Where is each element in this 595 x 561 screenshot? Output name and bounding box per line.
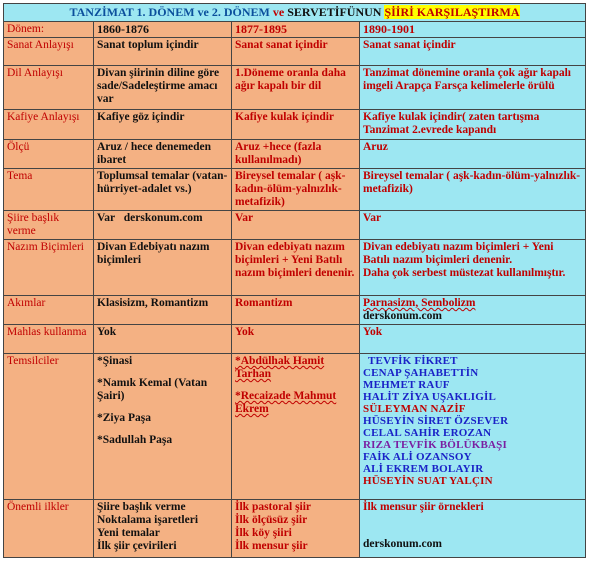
cell-period-1: Klasisizm, Romantizm bbox=[94, 296, 232, 325]
cell-period-3 bbox=[360, 240, 586, 296]
cell-line: Daha çok serbest müstezat kullanılmıştır. bbox=[363, 267, 566, 279]
cell-period-2: Romantizm bbox=[232, 296, 360, 325]
representative: RIZA TEVFİK BÖLÜKBAŞI bbox=[363, 439, 507, 451]
cell-period-1: Toplumsal temalar (vatan-hürriyet-adalet vs.) bbox=[94, 169, 232, 211]
row-label: Nazım Biçimleri bbox=[4, 240, 94, 296]
row-kafiye bbox=[4, 110, 586, 140]
cell-line: Parnasizm, Sembolizm bbox=[363, 297, 476, 309]
representative: FAİK ALİ OZANSOY bbox=[363, 451, 472, 463]
title-part-1: TANZİMAT 1. DÖNEM ve 2. DÖNEM bbox=[69, 5, 273, 19]
title-part-2: ve bbox=[272, 5, 285, 19]
watermark-text: derskonum.com bbox=[363, 538, 442, 550]
comparison-table bbox=[3, 3, 586, 558]
table-title bbox=[4, 4, 586, 22]
cell-line: İlk mensur şiir bbox=[235, 540, 308, 552]
row-label: Kafiye Anlayışı bbox=[4, 110, 94, 140]
cell-period-3 bbox=[360, 296, 586, 325]
row-label: Temsilciler bbox=[4, 354, 94, 500]
header-period-2: 1877-1895 bbox=[232, 22, 360, 38]
cell-period-1: Yok bbox=[94, 325, 232, 354]
watermark-text: derskonum.com bbox=[363, 310, 442, 322]
cell-period-2: Aruz +hece (fazla kullanılmadı) bbox=[232, 140, 360, 169]
cell-period-1: Sanat toplum içindir bbox=[94, 38, 232, 66]
cell-line: Yeni temalar bbox=[97, 527, 160, 539]
row-label: Şiire başlık verme bbox=[4, 211, 94, 240]
cell-period-1: Divan Edebiyatı nazım biçimleri bbox=[94, 240, 232, 296]
cell-period-3: Tanzimat dönemine oranla çok ağır kapalı imgeli Arapça Farsça kelimelerle örülü bbox=[360, 66, 586, 110]
row-nazim bbox=[4, 240, 586, 296]
header-label: Dönem: bbox=[4, 22, 94, 38]
cell-value: Var bbox=[97, 212, 116, 224]
cell-period-2: Sanat sanat içindir bbox=[232, 38, 360, 66]
representative: HÜSEYİN SUAT YALÇIN bbox=[363, 475, 493, 487]
cell-period-2: Bireysel temalar ( aşk-kadın-ölüm-yalnızlık-metafizik) bbox=[232, 169, 360, 211]
row-label: Sanat Anlayışı bbox=[4, 38, 94, 66]
cell-period-2: Divan edebiyatı nazım biçimleri + Yeni Batılı nazım biçimleri denenir. bbox=[232, 240, 360, 296]
cell-period-3 bbox=[360, 500, 586, 558]
cell-period-2 bbox=[232, 500, 360, 558]
cell-period-2: Kafiye kulak içindir bbox=[232, 110, 360, 140]
representative: *Şinasi bbox=[97, 355, 133, 367]
header-period-3: 1890-1901 bbox=[360, 22, 586, 38]
representative: *Abdülhak Hamit Tarhan bbox=[235, 355, 325, 380]
cell-line: İlk ölçüsüz şiir bbox=[235, 514, 308, 526]
representative: HÜSEYİN SİRET ÖZSEVER bbox=[363, 415, 509, 427]
cell-period-1: Kafiye göz içindir bbox=[94, 110, 232, 140]
header-row bbox=[4, 22, 586, 38]
cell-period-2: Yok bbox=[232, 325, 360, 354]
representative: TEVFİK FİKRET bbox=[368, 355, 458, 367]
representative: *Sadullah Paşa bbox=[97, 434, 173, 446]
representative: CENAP ŞAHABETTİN bbox=[363, 367, 479, 379]
representative: SÜLEYMAN NAZİF bbox=[363, 403, 466, 415]
cell-line: İlk şiir çevirileri bbox=[97, 540, 177, 552]
row-akim bbox=[4, 296, 586, 325]
cell-line: İlk mensur şiir örnekleri bbox=[363, 501, 484, 513]
cell-period-3 bbox=[360, 354, 586, 500]
row-label: Dil Anlayışı bbox=[4, 66, 94, 110]
cell-period-3: Aruz bbox=[360, 140, 586, 169]
header-period-1: 1860-1876 bbox=[94, 22, 232, 38]
cell-period-2: 1.Döneme oranla daha ağır kapalı bir dil bbox=[232, 66, 360, 110]
cell-period-1 bbox=[94, 211, 232, 240]
representative: ALİ EKREM BOLAYIR bbox=[363, 463, 484, 475]
row-dil bbox=[4, 66, 586, 110]
cell-period-1 bbox=[94, 500, 232, 558]
cell-line: İlk pastoral şiir bbox=[235, 501, 312, 513]
row-olcu bbox=[4, 140, 586, 169]
cell-line: Şiire başlık verme bbox=[97, 501, 186, 513]
cell-period-3: Bireysel temalar ( aşk-kadın-ölüm-yalnızlık-metafizik) bbox=[360, 169, 586, 211]
row-baslik bbox=[4, 211, 586, 240]
representative: *Ziya Paşa bbox=[97, 412, 151, 424]
cell-period-1: Divan şiirinin diline göre sade/Sadeleştirme amacı var bbox=[94, 66, 232, 110]
cell-line: Noktalama işaretleri bbox=[97, 514, 199, 526]
cell-period-3: Kafiye kulak içindir( zaten tartışma Tanzimat 2.evrede kapandı bbox=[360, 110, 586, 140]
row-tema bbox=[4, 169, 586, 211]
cell-period-1: Aruz / hece denemeden ibaret bbox=[94, 140, 232, 169]
watermark-text: derskonum.com bbox=[123, 212, 203, 224]
row-label: Ölçü bbox=[4, 140, 94, 169]
representative: *Recaizade Mahmut Ekrem bbox=[235, 390, 337, 415]
cell-period-3: Yok bbox=[360, 325, 586, 354]
cell-period-3: Sanat sanat içindir bbox=[360, 38, 586, 66]
cell-line: Divan edebiyatı nazım biçimleri + Yeni Batılı nazım biçimleri denenir. bbox=[363, 241, 554, 266]
row-label: Önemli ilkler bbox=[4, 500, 94, 558]
representative: MEHMET RAUF bbox=[363, 379, 450, 391]
row-label: Mahlas kullanma bbox=[4, 325, 94, 354]
cell-period-2: Var bbox=[232, 211, 360, 240]
title-part-3: SERVETİFÜNUN bbox=[284, 5, 385, 19]
row-temsil bbox=[4, 354, 586, 500]
row-onemli bbox=[4, 500, 586, 558]
cell-period-3: Var bbox=[360, 211, 586, 240]
representative: CELAL SAHİR EROZAN bbox=[363, 427, 492, 439]
cell-period-1 bbox=[94, 354, 232, 500]
row-label: Tema bbox=[4, 169, 94, 211]
representative: *Namık Kemal (Vatan Şairi) bbox=[97, 377, 208, 402]
title-part-4: ŞİİRİ KARŞILAŞTIRMA bbox=[384, 5, 520, 19]
row-mahlas bbox=[4, 325, 586, 354]
cell-period-2 bbox=[232, 354, 360, 500]
title-row bbox=[4, 4, 586, 22]
row-sanat bbox=[4, 38, 586, 66]
row-label: Akımlar bbox=[4, 296, 94, 325]
representative: HALİT ZİYA UŞAKLIGİL bbox=[363, 391, 496, 403]
cell-line: İlk köy şiiri bbox=[235, 527, 292, 539]
